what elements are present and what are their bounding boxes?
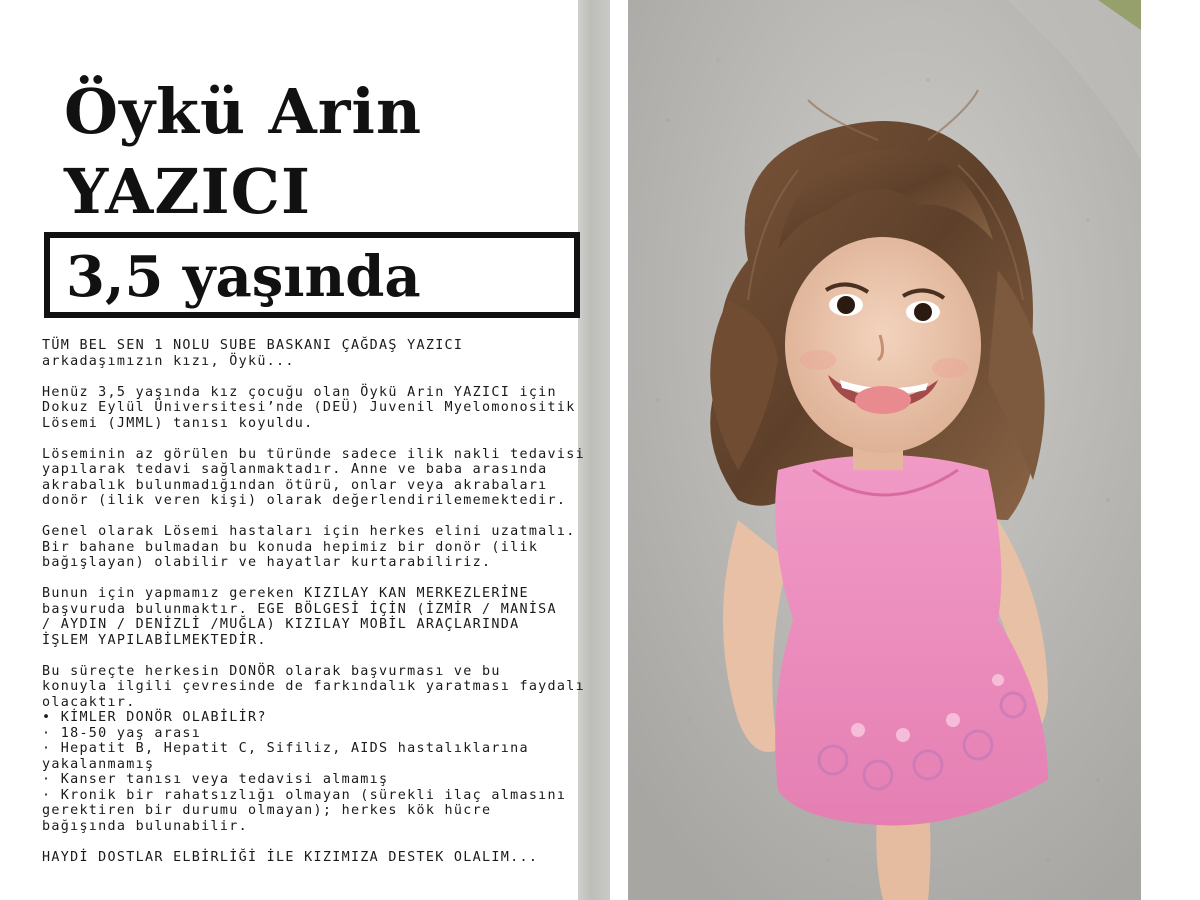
text-line: Henüz 3,5 yaşında kız çocuğu olan Öykü Arin YAZICI için: [42, 384, 557, 400]
paragraph-diagnosis: [42, 385, 642, 432]
paragraph-intro: [42, 338, 642, 369]
text-line: akrabalık bulunmadığından ötürü, onlar veya akrabaları: [42, 477, 548, 493]
name-line-1: Öykü Arin: [64, 75, 423, 148]
text-line: HAYDİ DOSTLAR ELBİRLİĞİ İLE KIZIMIZA DESTEK OLALIM...: [42, 849, 539, 865]
text-line: · 18-50 yaş arası: [42, 725, 202, 741]
body-text: [42, 338, 642, 881]
text-line: arkadaşımızın kızı, Öykü...: [42, 353, 295, 369]
paragraph-donor-criteria: [42, 664, 642, 835]
text-line: başvuruda bulunmaktır. EGE BÖLGESİ İÇİN (İZMİR / MANİSA: [42, 601, 557, 617]
text-line: gerektiren bir durumu olmayan); herkes kök hücre: [42, 803, 492, 818]
text-line: bağışında bulunabilir.: [42, 818, 248, 834]
name-title: [64, 72, 584, 232]
text-line: • KİMLER DONÖR OLABİLİR?: [42, 710, 267, 725]
age-text: 3,5 yaşında: [66, 244, 421, 310]
text-line: yakalanmamış: [42, 756, 155, 772]
text-line: · Kronik bir rahatsızlığı olmayan (sürekli ilaç almasını: [42, 787, 567, 803]
paragraph-appeal: [42, 524, 642, 571]
child-photo: [628, 0, 1141, 900]
text-line: yapılarak tedavi sağlanmaktadır. Anne ve baba arasında: [42, 462, 548, 477]
text-line: konuyla ilgili çevresinde de farkındalık yaratması faydalı: [42, 679, 585, 694]
text-line: İŞLEM YAPILABİLMEKTEDİR.: [42, 632, 267, 648]
text-line: / AYDIN / DENİZLİ /MUĞLA) KIZILAY MOBİL ARAÇLARINDA: [42, 617, 520, 632]
text-line: Genel olarak Lösemi hastaları için herkes elini uzatmalı.: [42, 524, 576, 539]
text-line: TÜM BEL SEN 1 NOLU SUBE BASKANI ÇAĞDAŞ YAZICI: [42, 338, 464, 353]
text-line: Dokuz Eylül Üniversitesi’nde (DEÜ) Juvenil Myelomonositik: [42, 400, 576, 415]
paragraph-kizilay: [42, 586, 642, 648]
text-line: Bir bahane bulmadan bu konuda hepimiz bir donör (ilik: [42, 539, 539, 555]
text-line: Löseminin az görülen bu türünde sadece ilik nakli tedavisi: [42, 446, 585, 462]
text-line: bağışlayan) olabilir ve hayatlar kurtarabiliriz.: [42, 555, 492, 570]
text-line: Lösemi (JMML) tanısı koyuldu.: [42, 415, 314, 431]
child-illustration: [628, 0, 1141, 900]
text-line: · Hepatit B, Hepatit C, Sifiliz, AIDS hastalıklarına: [42, 741, 529, 756]
text-line: donör (ilik veren kişi) olarak değerlendirilememektedir.: [42, 493, 567, 508]
text-line: Bunun için yapmamız gereken KIZILAY KAN MERKEZLERİNE: [42, 586, 529, 601]
right-margin: [1141, 0, 1200, 900]
name-line-2: YAZICI: [64, 155, 312, 228]
text-line: · Kanser tanısı veya tedavisi almamış: [42, 772, 389, 787]
age-box: [44, 232, 580, 318]
text-line: olacaktır.: [42, 694, 136, 710]
paragraph-closing: [42, 850, 642, 866]
paragraph-treatment: [42, 447, 642, 509]
text-line: Bu süreçte herkesin DONÖR olarak başvurması ve bu: [42, 663, 501, 679]
